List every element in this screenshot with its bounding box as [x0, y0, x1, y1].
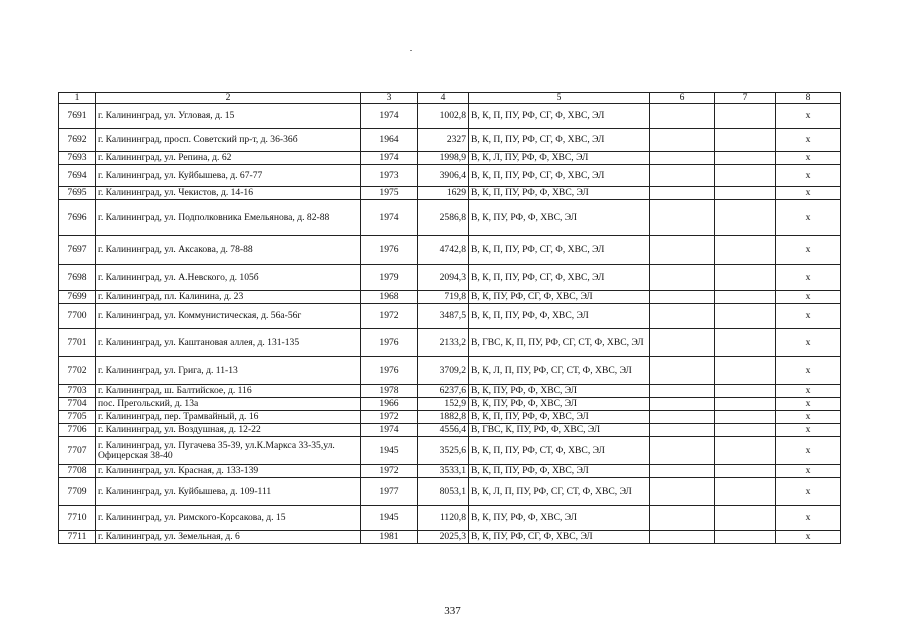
col8-cell: х: [776, 506, 841, 531]
table-row: [59, 236, 841, 265]
scan-speck: [410, 50, 412, 51]
services-cell: В, К, Л, П, ПУ, РФ, СГ, СТ, Ф, ХВС, ЭЛ: [469, 478, 650, 506]
col6-cell: [650, 478, 715, 506]
address-cell: г. Калининград, ул. Воздушная, д. 12-22: [96, 424, 361, 437]
area-cell: 3487,5: [418, 304, 469, 329]
year-cell: 1974: [361, 152, 418, 165]
address-cell: г. Калининград, ул. А.Невского, д. 105б: [96, 265, 361, 291]
address-cell: г. Калининград, ул. Пугачева 35-39, ул.К.Маркса 33-35,ул. Офицерская 38-40: [96, 437, 361, 465]
col6-cell: [650, 398, 715, 411]
table-row: [59, 478, 841, 506]
row-number: 7711: [59, 531, 96, 544]
services-cell: В, К, П, ПУ, РФ, Ф, ХВС, ЭЛ: [469, 465, 650, 478]
col6-cell: [650, 411, 715, 424]
year-cell: 1945: [361, 506, 418, 531]
services-cell: В, К, П, ПУ, РФ, Ф, ХВС, ЭЛ: [469, 411, 650, 424]
services-cell: В, К, ПУ, РФ, Ф, ХВС, ЭЛ: [469, 398, 650, 411]
services-cell: В, К, ПУ, РФ, Ф, ХВС, ЭЛ: [469, 506, 650, 531]
col8-cell: х: [776, 200, 841, 236]
col8-cell: х: [776, 465, 841, 478]
column-header: 5: [469, 93, 650, 104]
row-number: 7701: [59, 329, 96, 357]
area-cell: 1882,8: [418, 411, 469, 424]
col8-cell: х: [776, 531, 841, 544]
row-number: 7692: [59, 129, 96, 152]
row-number: 7698: [59, 265, 96, 291]
year-cell: 1979: [361, 265, 418, 291]
address-cell: г. Калининград, ул. Репина, д. 62: [96, 152, 361, 165]
table-row: [59, 411, 841, 424]
col6-cell: [650, 465, 715, 478]
col7-cell: [715, 398, 776, 411]
col7-cell: [715, 304, 776, 329]
year-cell: 1973: [361, 165, 418, 187]
address-cell: г. Калининград, ул. Грига, д. 11-13: [96, 357, 361, 385]
col6-cell: [650, 265, 715, 291]
year-cell: 1977: [361, 478, 418, 506]
services-cell: В, ГВС, К, ПУ, РФ, Ф, ХВС, ЭЛ: [469, 424, 650, 437]
col7-cell: [715, 385, 776, 398]
year-cell: 1974: [361, 104, 418, 129]
col7-cell: [715, 357, 776, 385]
address-cell: пос. Прегольский, д. 13а: [96, 398, 361, 411]
area-cell: 8053,1: [418, 478, 469, 506]
col7-cell: [715, 236, 776, 265]
services-cell: В, К, П, ПУ, РФ, СГ, Ф, ХВС, ЭЛ: [469, 129, 650, 152]
col8-cell: х: [776, 304, 841, 329]
col7-cell: [715, 200, 776, 236]
area-cell: 152,9: [418, 398, 469, 411]
row-number: 7707: [59, 437, 96, 465]
year-cell: 1976: [361, 236, 418, 265]
col7-cell: [715, 411, 776, 424]
services-cell: В, К, П, ПУ, РФ, СГ, Ф, ХВС, ЭЛ: [469, 265, 650, 291]
year-cell: 1974: [361, 424, 418, 437]
year-cell: 1976: [361, 357, 418, 385]
address-cell: г. Калининград, ул. Римского-Корсакова, д. 15: [96, 506, 361, 531]
area-cell: 2094,3: [418, 265, 469, 291]
table-row: [59, 129, 841, 152]
row-number: 7693: [59, 152, 96, 165]
services-cell: В, К, П, ПУ, РФ, СГ, Ф, ХВС, ЭЛ: [469, 165, 650, 187]
col8-cell: х: [776, 291, 841, 304]
table-row: [59, 357, 841, 385]
col8-cell: х: [776, 411, 841, 424]
row-number: 7697: [59, 236, 96, 265]
area-cell: 3709,2: [418, 357, 469, 385]
area-cell: 1998,9: [418, 152, 469, 165]
table-row: [59, 152, 841, 165]
column-header: 2: [96, 93, 361, 104]
column-header: 8: [776, 93, 841, 104]
page-number: 337: [444, 605, 461, 617]
area-cell: 6237,6: [418, 385, 469, 398]
row-number: 7696: [59, 200, 96, 236]
year-cell: 1975: [361, 187, 418, 200]
table-row: [59, 304, 841, 329]
col8-cell: х: [776, 165, 841, 187]
col8-cell: х: [776, 385, 841, 398]
col6-cell: [650, 129, 715, 152]
area-cell: 3906,4: [418, 165, 469, 187]
table-row: [59, 385, 841, 398]
col8-cell: х: [776, 329, 841, 357]
address-cell: г. Калининград, ул. Куйбышева, д. 109-111: [96, 478, 361, 506]
col8-cell: х: [776, 478, 841, 506]
col6-cell: [650, 437, 715, 465]
year-cell: 1976: [361, 329, 418, 357]
table-row: [59, 291, 841, 304]
col7-cell: [715, 129, 776, 152]
col6-cell: [650, 329, 715, 357]
table-row: [59, 437, 841, 465]
services-cell: В, К, ПУ, РФ, СГ, Ф, ХВС, ЭЛ: [469, 291, 650, 304]
col6-cell: [650, 104, 715, 129]
services-cell: В, К, П, ПУ, РФ, СТ, Ф, ХВС, ЭЛ: [469, 437, 650, 465]
year-cell: 1974: [361, 200, 418, 236]
column-header: 7: [715, 93, 776, 104]
row-number: 7691: [59, 104, 96, 129]
col7-cell: [715, 265, 776, 291]
col8-cell: х: [776, 424, 841, 437]
row-number: 7703: [59, 385, 96, 398]
table-row: [59, 531, 841, 544]
col7-cell: [715, 104, 776, 129]
address-cell: г. Калининград, ул. Каштановая аллея, д. 131-135: [96, 329, 361, 357]
address-cell: г. Калининград, ул. Земельная, д. 6: [96, 531, 361, 544]
address-cell: г. Калининград, пл. Калинина, д. 23: [96, 291, 361, 304]
services-cell: В, К, ПУ, РФ, Ф, ХВС, ЭЛ: [469, 200, 650, 236]
year-cell: 1945: [361, 437, 418, 465]
year-cell: 1966: [361, 398, 418, 411]
address-cell: г. Калининград, ул. Подполковника Емельянова, д. 82-88: [96, 200, 361, 236]
area-cell: 4556,4: [418, 424, 469, 437]
col6-cell: [650, 385, 715, 398]
services-cell: В, К, П, ПУ, РФ, Ф, ХВС, ЭЛ: [469, 187, 650, 200]
year-cell: 1968: [361, 291, 418, 304]
row-number: 7705: [59, 411, 96, 424]
table-row: [59, 329, 841, 357]
col6-cell: [650, 165, 715, 187]
area-cell: 3525,6: [418, 437, 469, 465]
address-cell: г. Калининград, ул. Куйбышева, д. 67-77: [96, 165, 361, 187]
address-cell: г. Калининград, ш. Балтийское, д. 116: [96, 385, 361, 398]
area-cell: 2586,8: [418, 200, 469, 236]
address-cell: г. Калининград, ул. Красная, д. 133-139: [96, 465, 361, 478]
services-cell: В, К, Л, ПУ, РФ, Ф, ХВС, ЭЛ: [469, 152, 650, 165]
col6-cell: [650, 291, 715, 304]
address-cell: г. Калининград, просп. Советский пр-т, д. 36-36б: [96, 129, 361, 152]
area-cell: 4742,8: [418, 236, 469, 265]
area-cell: 2327: [418, 129, 469, 152]
col8-cell: х: [776, 437, 841, 465]
col8-cell: х: [776, 129, 841, 152]
table-row: [59, 200, 841, 236]
col7-cell: [715, 478, 776, 506]
table-row: [59, 265, 841, 291]
area-cell: 1629: [418, 187, 469, 200]
area-cell: 2133,2: [418, 329, 469, 357]
services-cell: В, К, П, ПУ, РФ, СГ, Ф, ХВС, ЭЛ: [469, 236, 650, 265]
services-cell: В, К, П, ПУ, РФ, Ф, ХВС, ЭЛ: [469, 304, 650, 329]
row-number: 7695: [59, 187, 96, 200]
area-cell: 1120,8: [418, 506, 469, 531]
col7-cell: [715, 437, 776, 465]
col8-cell: х: [776, 398, 841, 411]
col6-cell: [650, 357, 715, 385]
col7-cell: [715, 291, 776, 304]
col6-cell: [650, 152, 715, 165]
address-cell: г. Калининград, ул. Чекистов, д. 14-16: [96, 187, 361, 200]
table-row: [59, 506, 841, 531]
col7-cell: [715, 152, 776, 165]
col8-cell: х: [776, 152, 841, 165]
row-number: 7704: [59, 398, 96, 411]
col7-cell: [715, 465, 776, 478]
row-number: 7694: [59, 165, 96, 187]
col6-cell: [650, 236, 715, 265]
col8-cell: х: [776, 236, 841, 265]
table-row: [59, 187, 841, 200]
column-header: 3: [361, 93, 418, 104]
column-header: 4: [418, 93, 469, 104]
column-number-row: [59, 93, 841, 104]
col6-cell: [650, 506, 715, 531]
col8-cell: х: [776, 104, 841, 129]
col7-cell: [715, 531, 776, 544]
col6-cell: [650, 200, 715, 236]
services-cell: В, ГВС, К, П, ПУ, РФ, СГ, СТ, Ф, ХВС, ЭЛ: [469, 329, 650, 357]
year-cell: 1972: [361, 304, 418, 329]
housing-register-table: [58, 92, 841, 544]
year-cell: 1972: [361, 411, 418, 424]
col7-cell: [715, 165, 776, 187]
table-row: [59, 398, 841, 411]
col6-cell: [650, 424, 715, 437]
column-header: 6: [650, 93, 715, 104]
table-row: [59, 465, 841, 478]
area-cell: 2025,3: [418, 531, 469, 544]
address-cell: г. Калининград, ул. Коммунистическая, д. 56а-56г: [96, 304, 361, 329]
area-cell: 719,8: [418, 291, 469, 304]
col6-cell: [650, 187, 715, 200]
col7-cell: [715, 187, 776, 200]
services-cell: В, К, ПУ, РФ, СГ, Ф, ХВС, ЭЛ: [469, 531, 650, 544]
services-cell: В, К, П, ПУ, РФ, СГ, Ф, ХВС, ЭЛ: [469, 104, 650, 129]
table-row: [59, 104, 841, 129]
year-cell: 1972: [361, 465, 418, 478]
col8-cell: х: [776, 265, 841, 291]
year-cell: 1964: [361, 129, 418, 152]
address-cell: г. Калининград, пер. Трамвайный, д. 16: [96, 411, 361, 424]
col8-cell: х: [776, 187, 841, 200]
area-cell: 3533,1: [418, 465, 469, 478]
row-number: 7708: [59, 465, 96, 478]
row-number: 7709: [59, 478, 96, 506]
col7-cell: [715, 424, 776, 437]
col7-cell: [715, 506, 776, 531]
col6-cell: [650, 304, 715, 329]
address-cell: г. Калининград, ул. Угловая, д. 15: [96, 104, 361, 129]
services-cell: В, К, Л, П, ПУ, РФ, СГ, СТ, Ф, ХВС, ЭЛ: [469, 357, 650, 385]
row-number: 7699: [59, 291, 96, 304]
table-body: [59, 93, 841, 544]
services-cell: В, К, ПУ, РФ, Ф, ХВС, ЭЛ: [469, 385, 650, 398]
area-cell: 1002,8: [418, 104, 469, 129]
row-number: 7706: [59, 424, 96, 437]
column-header: 1: [59, 93, 96, 104]
col8-cell: х: [776, 357, 841, 385]
row-number: 7702: [59, 357, 96, 385]
table-row: [59, 165, 841, 187]
col6-cell: [650, 531, 715, 544]
year-cell: 1981: [361, 531, 418, 544]
col7-cell: [715, 329, 776, 357]
table-row: [59, 424, 841, 437]
address-cell: г. Калининград, ул. Аксакова, д. 78-88: [96, 236, 361, 265]
year-cell: 1978: [361, 385, 418, 398]
row-number: 7710: [59, 506, 96, 531]
row-number: 7700: [59, 304, 96, 329]
